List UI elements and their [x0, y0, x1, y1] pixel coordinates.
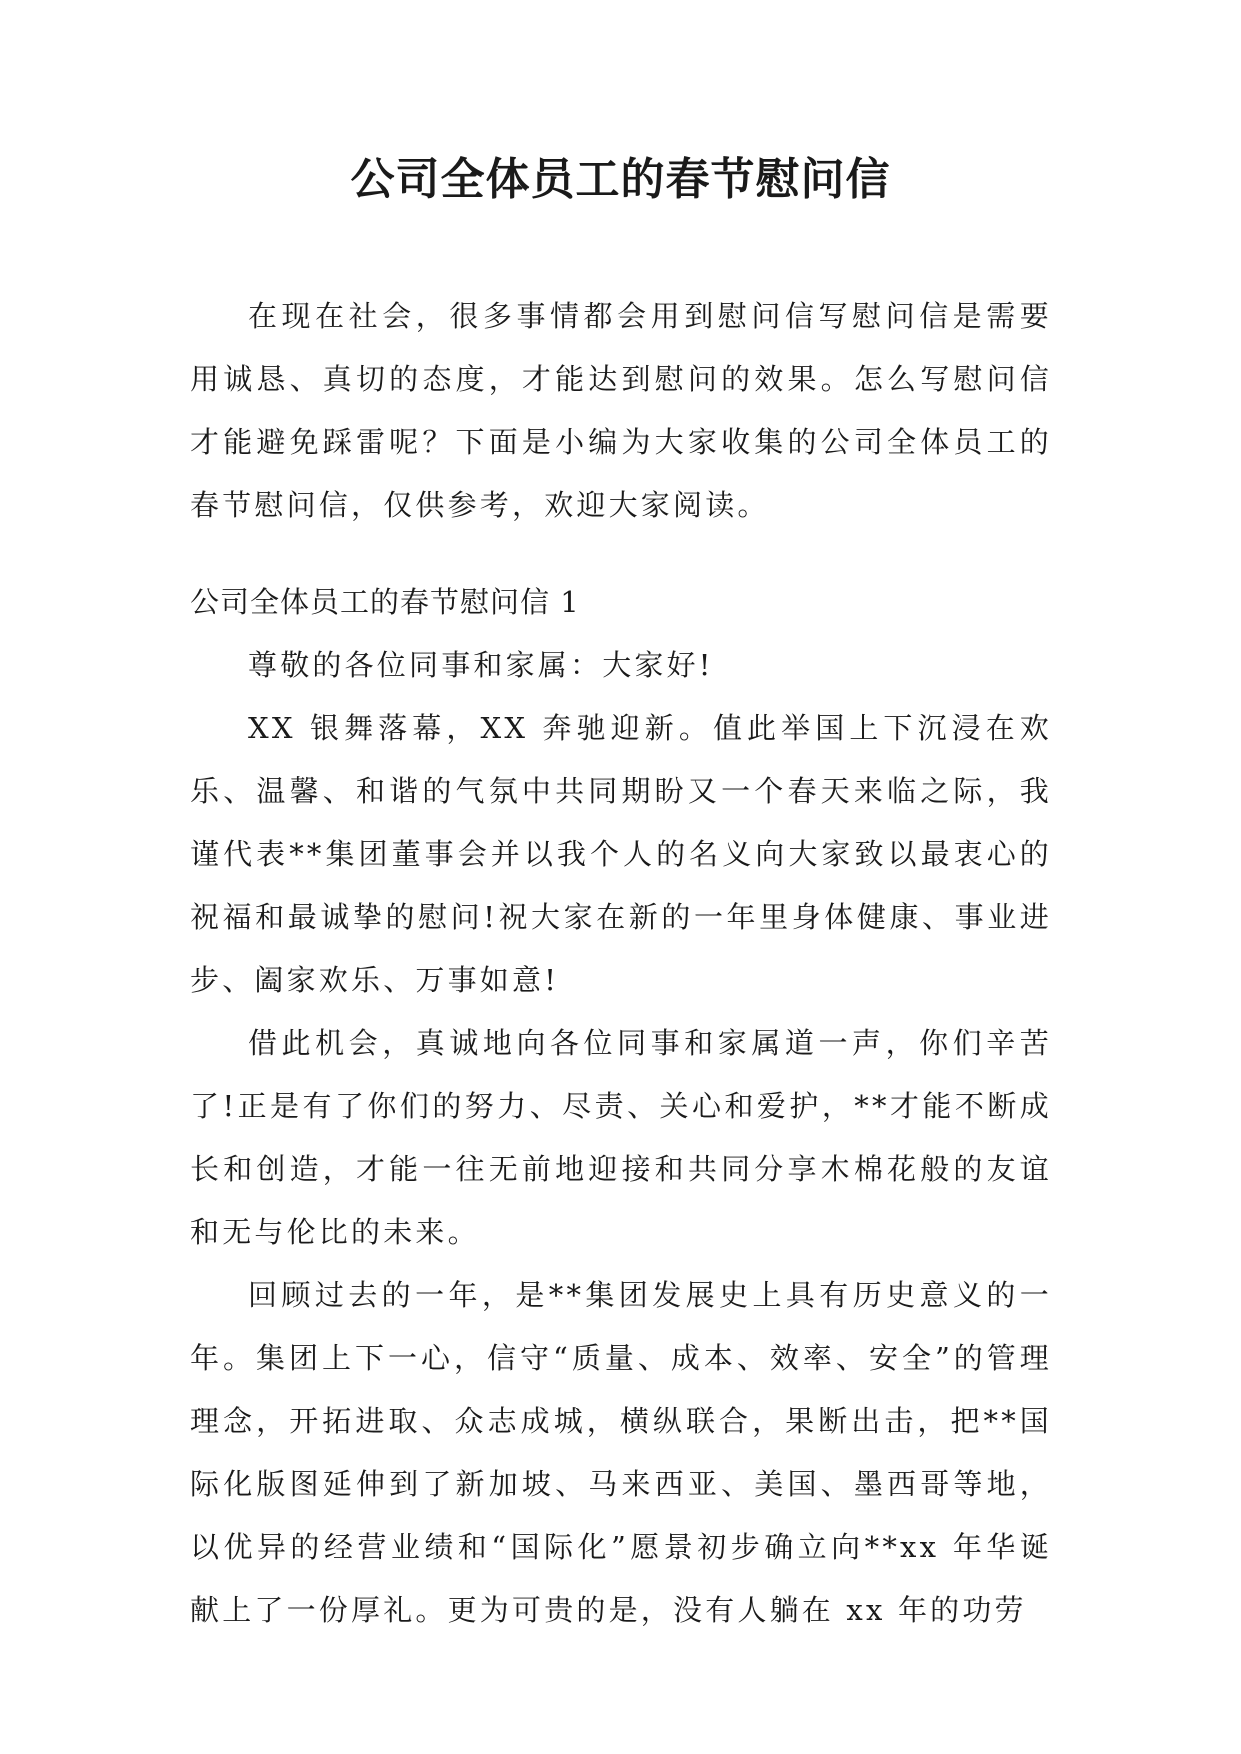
body-paragraph-1: XX 银舞落幕，XX 奔驰迎新。值此举国上下沉浸在欢乐、温馨、和谐的气氛中共同期盼又一个春天来临之际，我谨代表**集团董事会并以我个人的名义向大家致以最衷心的祝福和最诚挚的慰问!祝大家在新的一年里身体健康、事业进步、阖家欢乐、万事如意! [190, 711, 1052, 997]
body-paragraph-2: 借此机会，真诚地向各位同事和家属道一声，你们辛苦了!正是有了你们的努力、尽责、关心和爱护，**才能不断成长和创造，才能一往无前地迎接和共同分享木棉花般的友谊和无与伦比的未来。 [190, 1026, 1052, 1249]
intro-paragraph: 在现在社会，很多事情都会用到慰问信写慰问信是需要用诚恳、真切的态度，才能达到慰问的效果。怎么写慰问信才能避免踩雷呢？下面是小编为大家收集的公司全体员工的春节慰问信，仅供参考，欢迎大家阅读。 [190, 299, 1052, 522]
section-heading: 公司全体员工的春节慰问信 1 [190, 585, 580, 619]
body-paragraph-3: 回顾过去的一年，是**集团发展史上具有历史意义的一年。集团上下一心，信守“质量、成本、效率、安全”的管理理念，开拓进取、众志成城，横纵联合，果断出击，把**国际化版图延伸到了新加坡、马来西亚、美国、墨西哥等地，以优异的经营业绩和“国际化”愿景初步确立向**xx 年华诞献上了一份厚礼。更为可贵的是，没有人躺在 xx 年的功劳 [190, 1278, 1052, 1627]
greeting-line: 尊敬的各位同事和家属：大家好! [248, 648, 714, 682]
document-title: 公司全体员工的春节慰问信 [350, 154, 891, 205]
document-body [190, 285, 1052, 1642]
